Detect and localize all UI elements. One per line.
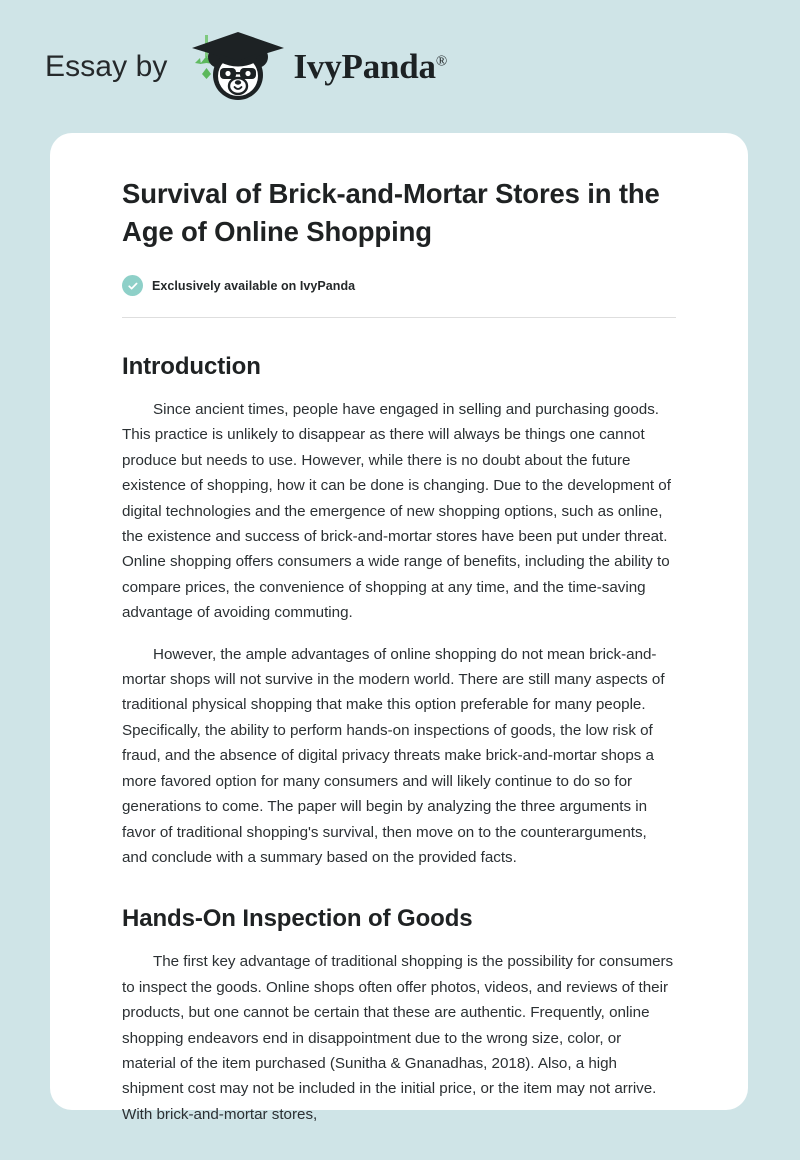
paragraph: The first key advantage of traditional shopping is the possibility for consumers to inspect the goods. Online shops often offer photos, videos, and reviews of their products, but one cannot be certain that these are authentic. Frequently, online shopping endeavors end in disappointment due to the wrong size, color, or material of the item purchased (Sunitha & Gnanadhas, 2018). Also, a high shipment cost may not be included in the initial price, or the item may not arrive. With brick-and-mortar stores, [122, 953, 674, 1123]
page-header [0, 0, 800, 133]
section-heading-hands-on-inspection: Hands-On Inspection of Goods [122, 905, 473, 933]
exclusive-availability-label: Exclusively available on IvyPanda [152, 278, 356, 293]
paragraph: Since ancient times, people have engaged in selling and purchasing goods. This practice is unlikely to disappear as there will always be things one cannot produce but needs to use. However, while there is no doubt about the future existence of shopping, how it can be done is changing. Due to the development of digital technologies and the emergence of new shopping options, such as online, the existence and success of brick-and-mortar stores have been put under threat. Online shopping offers consumers a wide range of benefits, including the ability to compare prices, the convenience of shopping at any time, and the time-saving advantage of avoiding commuting. [122, 401, 671, 622]
section-heading-introduction: Introduction [122, 353, 261, 380]
brand-name-text: IvyPanda [293, 47, 436, 86]
brand-lockup[interactable] [45, 30, 447, 104]
header-divider [122, 317, 676, 318]
status-badge [122, 275, 676, 296]
panda-graduate-icon [186, 30, 290, 104]
essay-card [50, 133, 748, 1123]
paragraph: However, the ample advantages of online shopping do not mean brick-and-mortar shops will not survive in the modern world. There are still many aspects of traditional physical shopping that make this option preferable for many people. Specifically, the ability to perform hands-on inspections of goods, the low risk of fraud, and the absence of digital privacy threats make brick-and-mortar shops a more favored option for many consumers and will likely continue to do so for generations to come. The paper will begin by analyzing the three arguments in favor of traditional shopping's survival, then move on to the counterarguments, and conclude with a summary based on the provided facts. [122, 645, 665, 866]
brand-wordmark [294, 49, 448, 84]
page-title: Survival of Brick-and-Mortar Stores in the Age of Online Shopping [122, 178, 660, 247]
check-circle-icon [122, 275, 143, 296]
essay-content [122, 175, 676, 1127]
essay-by-label: Essay by [45, 49, 168, 83]
registered-trademark-symbol: ® [435, 53, 448, 70]
